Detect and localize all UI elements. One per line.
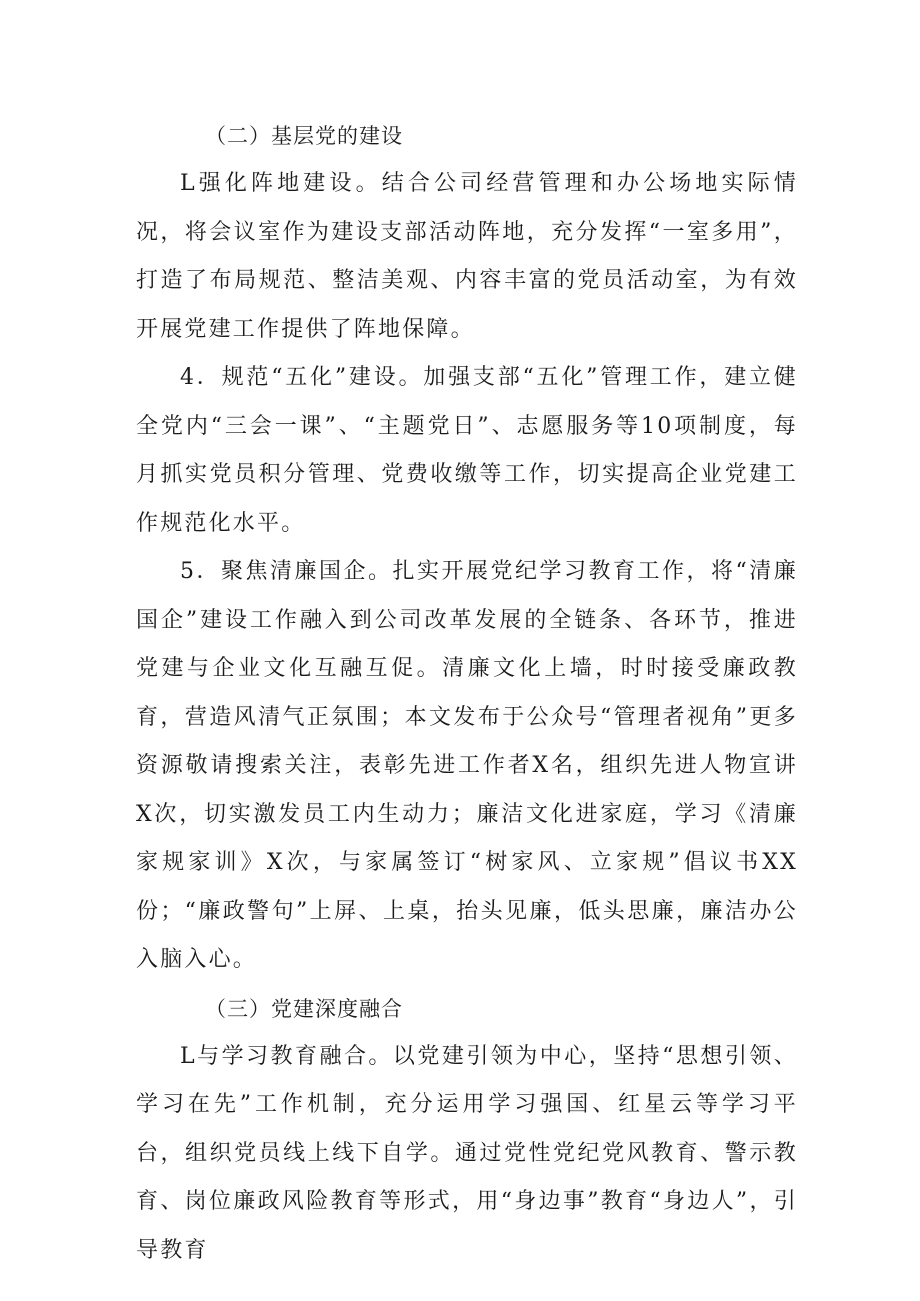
paragraph-clean-enterprise: 5．聚焦清廉国企。扎实开展党纪学习教育工作，将“清廉国企”建设工作融入到公司改革发展的全链条、各环节，推进党建与企业文化互融互促。清廉文化上墙，时时接受廉政教育，营造风清气正氛围；本文发布于公众号“管理者视角”更多资源敬请搜索关注，表彰先进工作者X名，组织先进人物宣讲X次，切实激发员工内生动力；廉洁文化进家庭，学习《清廉家规家训》X次，与家属签订“树家风、立家规”倡议书XX份；“廉政警句”上屏、上桌，抬头见廉，低头思廉，廉洁办公入脑入心。 xyxy=(136,559,798,972)
section-heading-3: （三）党建深度融合 xyxy=(205,996,403,1021)
paragraph-position-building: L强化阵地建设。结合公司经营管理和办公场地实际情况，将会议室作为建设支部活动阵地，充分发挥“一室多用”，打造了布局规范、整洁美观、内容丰富的党员活动室，为有效开展党建工作提供了阵地保障。 xyxy=(136,171,798,342)
section-heading-2: （二）基层党的建设 xyxy=(205,124,403,148)
paragraph-learning-integration: L与学习教育融合。以党建引领为中心，坚持“思想引领、学习在先”工作机制，充分运用学习强国、红星云等学习平台，组织党员线上线下自学。通过党性党纪党风教育、警示教育、岗位廉政风险教育等形式，用“身边事”教育“身边人”，引导教育 xyxy=(136,1043,798,1263)
paragraph-five-standardization: 4．规范“五化”建设。加强支部“五化”管理工作，建立健全党内“三会一课”、“主题党日”、志愿服务等10项制度，每月抓实党员积分管理、党费收缴等工作，切实提高企业党建工作规范化水平。 xyxy=(136,365,798,536)
